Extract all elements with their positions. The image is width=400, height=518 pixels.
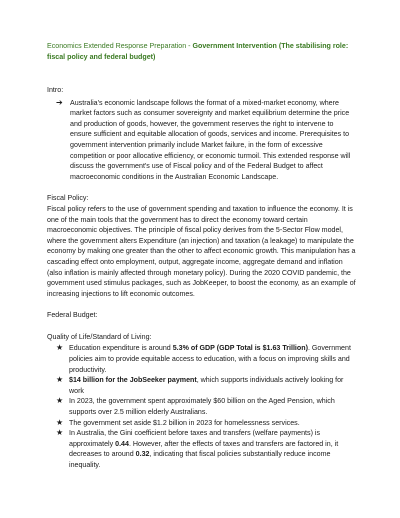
list-item (56, 375, 356, 396)
star-icon: ★ (56, 375, 64, 385)
item-text: . Government policies aim to provide equitable access to education, with a focus on improving skills and productivity. (69, 344, 351, 374)
federal-budget-label: Federal Budget: (47, 311, 98, 320)
fiscal-policy-label: Fiscal Policy: (47, 194, 89, 203)
title-topic: Government Intervention (The stabilising role: fiscal policy and federal budget) (47, 42, 349, 61)
item-text: . However, after the effects of taxes and transfers are factored in, it decreases to around (69, 439, 339, 459)
list-item (56, 428, 356, 470)
list-item (56, 418, 356, 429)
intro-text: Australia's economic landscape follows the format of a mixed-market economy, where market factors such as consumer sovereignty and market equilibrium determine the price and production of goods, however, the government reserves the right to intervene to ensure sufficient and equitable allocation of goods, services and income. Prerequisites to government intervention primarily include Market failure, in the form of excessive competition or poor allocative efficiency, or economic turmoil. This extended response will discuss the government's use of Fiscal policy and of the Federal Budget to affect macroeconomic conditions in the Australian Economic Landscape. (70, 98, 351, 181)
item-text: , indicating that fiscal policies substantially reduce income inequality. (69, 450, 331, 469)
intro-label: Intro: (47, 86, 64, 94)
document-title (47, 41, 356, 63)
item-text: In 2023, the government spent approximately $60 billion on the Aged Pension, which supports over 2.5 million elderly Australians. (69, 397, 335, 417)
item-highlight: $14 billion for the JobSeeker payment (69, 376, 197, 385)
quality-of-life-label: Quality of Life/Standard of Living: (47, 332, 152, 341)
item-text: Education expenditure is around (69, 344, 173, 353)
item-highlight: 0.44 (115, 439, 129, 448)
item-text: , which supports individuals actively looking for work (69, 376, 344, 395)
list-item (56, 396, 356, 417)
right-arrow-icon: ➔ (56, 97, 63, 107)
budget-items-list (47, 343, 356, 470)
list-item (56, 343, 356, 375)
star-icon: ★ (56, 428, 64, 438)
item-highlight: 0.32 (135, 450, 150, 459)
star-icon: ★ (56, 396, 64, 406)
star-icon: ★ (56, 343, 64, 353)
item-highlight: 5.3% of GDP (GDP Total is $1.63 Trillion) (172, 344, 308, 353)
intro-item (56, 98, 356, 183)
title-prefix: Economics Extended Response Preparation - (47, 42, 193, 50)
fiscal-policy-text: Fiscal policy refers to the use of government spending and taxation to influence the economy. It is one of the main tools that the government has to direct the economy toward certain macroeconomic objectives. The principle of fiscal policy derives from the 5-Sector Flow model, where the government alters Expenditure (an injection) and taxation (a leakage) to manipulate the economy by making one greater than the other to affect economic growth. This manipulation has a cascading effect onto employment, output, aggregate income, aggregate demand and inflation (also inflation is mainly affected through monetary policy). During the 2020 COVID pandemic, the government used stimulus packages, such as JobKeeper, to boost the economy, as an example of increasing injections to lift economic outcomes. (47, 204, 356, 298)
item-text: The government set aside $1.2 billion in 2023 for homelessness services. (69, 418, 300, 427)
item-text: In Australia, the Gini coefficient before taxes and transfers (welfare payments) is approximately (69, 429, 321, 448)
star-icon: ★ (56, 417, 64, 427)
